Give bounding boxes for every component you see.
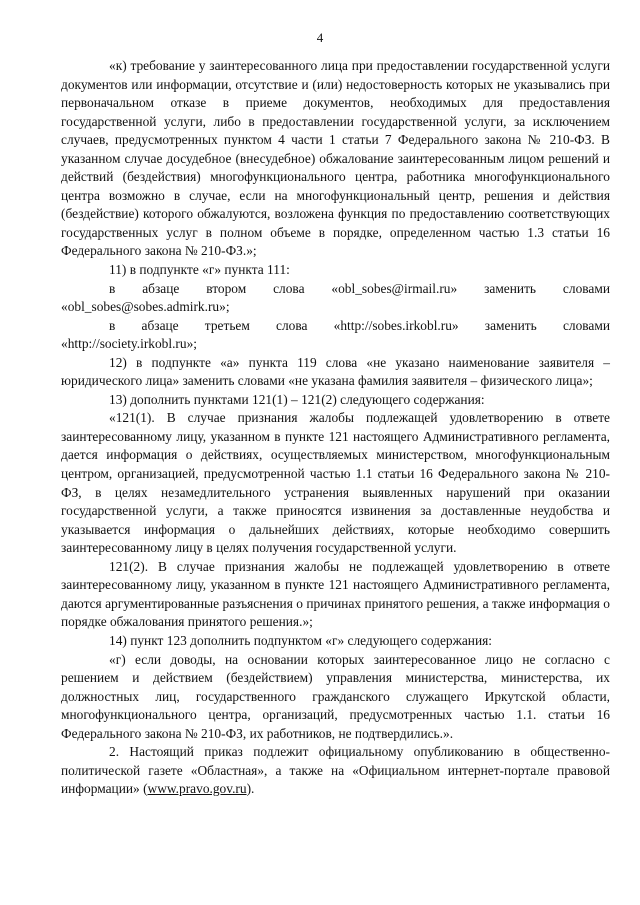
document-body <box>61 57 610 799</box>
publication-text: 2. Настоящий приказ подлежит официальному опубликованию в общественно-политической газете «Областная», а также на «Официальном интернет-портале правовой информации» ( <box>61 744 610 797</box>
paragraph-121-2: 121(2). В случае признания жалобы не подлежащей удовлетворению в ответе заинтересованному лицу, указанном в пункте 121 настоящего Административного регламента, даются аргументированные разъяснения о причинах принятого решения, а также информация о порядке обжалования принятого решения.»; <box>61 558 610 630</box>
publication-text-end: ). <box>246 781 255 797</box>
paragraph-121-1: «121(1). В случае признания жалобы подлежащей удовлетворению в ответе заинтересованному лицу, указанном в пункте 121 настоящего Административного регламента, дается информация о действиях, осуществляемых министерством, многофункциональным центром, организацией, предусмотренной частью 1.1 статьи 16 Федерального закона № 210-ФЗ, в целях незамедлительного устранения выявленных нарушений при оказании государственной услуги, а также приносятся извинения за доставленные неудобства и указывается информация о дальнейших действиях, которые необходимо совершить заинтересованному лицу в целях получения государственной услуги. <box>61 410 610 556</box>
paragraph-publication <box>61 743 610 799</box>
paragraph-item-12: 12) в подпункте «а» пункта 119 слова «не указано наименование заявителя – юридического лица» заменить словами «не указана фамилия заявителя – физического лица»; <box>61 354 610 389</box>
paragraph-item-11: 11) в подпункте «г» пункта 111: <box>109 262 290 278</box>
paragraph-item-14: 14) пункт 123 дополнить подпунктом «г» следующего содержания: <box>109 632 492 648</box>
paragraph-item-13: 13) дополнить пунктами 121(1) – 121(2) следующего содержания: <box>109 391 485 407</box>
pravo-link[interactable]: www.pravo.gov.ru <box>147 781 247 797</box>
page-number: 4 <box>316 30 324 45</box>
paragraph-url-replacement: в абзаце третьем слова «http://sobes.irkobl.ru» заменить словами «http://society.irkobl.ru»; <box>61 317 610 352</box>
paragraph-email-replacement: в абзаце втором слова «obl_sobes@irmail.ru» заменить словами «obl_sobes@sobes.admirk.ru»; <box>61 280 610 315</box>
paragraph-subitem-g: «г) если доводы, на основании которых заинтересованное лицо не согласно с решением и действием (бездействием) управления министерства, министерства, их должностных лиц, государственного гражданского служащего Иркутской области, многофункционального центра, организаций, предусмотренных частью 1.1. статьи 16 Федерального закона № 210-ФЗ, их работников, не подтвердились.». <box>61 651 610 741</box>
paragraph-item-k: «к) требование у заинтересованного лица при предоставлении государственной услуги документов или информации, отсутствие и (или) недостоверность которых не указывались при первоначальном отказе в приеме документов, необходимых для предоставления государственной услуги, либо в предоставлении государственной услуги, за исключением случаев, предусмотренных пунктом 4 части 1 статьи 7 Федерального закона № 210-ФЗ. В указанном случае досудебное (внесудебное) обжалование заинтересованным лицом решений и действий (бездействия) многофункционального центра, работника многофункционального центра возможно в случае, если на многофункциональный центр, решения и действия (бездействие) которого обжалуются, возложена функция по предоставлению соответствующих государственных услуг в полном объеме в порядке, определенном частью 1.3 статьи 16 Федерального закона № 210-ФЗ.»; <box>61 58 610 259</box>
